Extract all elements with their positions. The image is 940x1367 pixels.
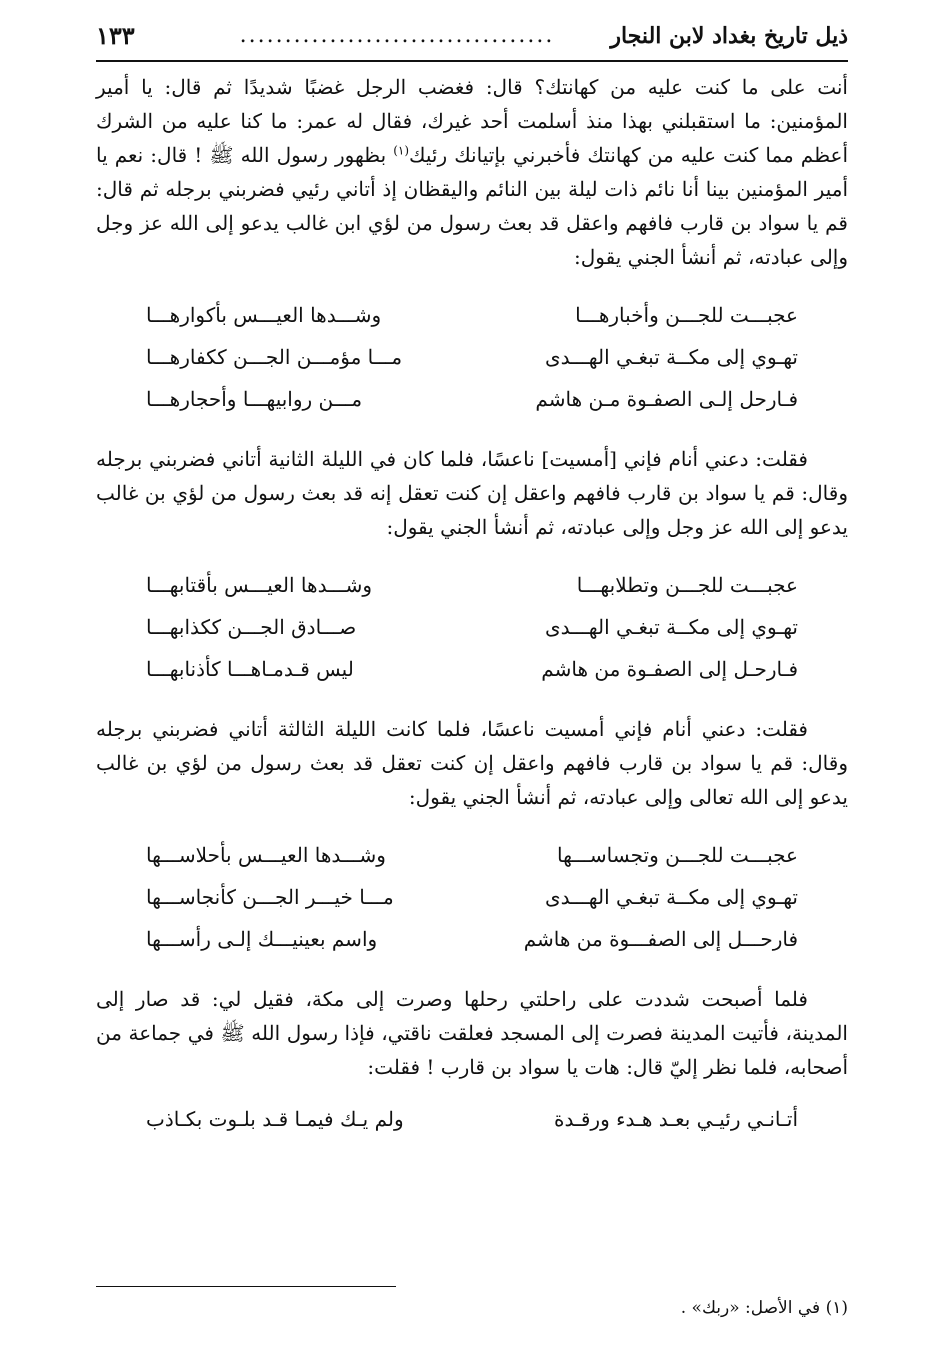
verse-first-hemistich: عجبـــت للجـــن وتجساســـها bbox=[557, 843, 798, 867]
verse-first-hemistich: أتـانـي رئيـي بعـد هـدء ورقـدة bbox=[554, 1107, 798, 1131]
verse-second-hemistich: مـــا مؤمـــن الجـــن ككفارهـــا bbox=[146, 345, 403, 369]
poem-3 bbox=[96, 834, 848, 960]
verse-line bbox=[96, 564, 848, 606]
footnote-divider bbox=[96, 1286, 396, 1287]
paragraph-1-text-a: أنت على ما كنت عليه من كهانتك؟ قال: فغضب الرجل غضبًا شديدًا ثم قال: يا أمير المؤمنين: ما استقبلني بهذا منذ أسلمت أحد غيرك، فقال له عمر: ما كنا عليه من الشرك أعظم مما كنت عليه من كهانتك فأخبرني بإتيانك رئيك bbox=[96, 75, 848, 167]
verse-line bbox=[96, 918, 848, 960]
page-number: ١٣٣ bbox=[96, 21, 135, 50]
verse-first-hemistich: فارحـــل إلى الصفـــوة من هاشم bbox=[523, 927, 798, 951]
paragraph-1 bbox=[96, 70, 848, 274]
paragraph-1-text-b: بظهور رسول الله ﷺ ! قال: نعم يا أمير المؤمنين بينا أنا نائم ذات ليلة بين النائم واليقظان إذ أتاني رئيي فضربني برجله ثم قال: قم يا سواد بن قارب فافهم واعقل قد بعث رسول من لؤي ابن غالب يدعو إلى الله عز وجل وإلى عبادته، ثم أنشأ الجني يقول: bbox=[96, 143, 848, 269]
verse-line bbox=[96, 606, 848, 648]
verse-first-hemistich: فـارحل إلـى الصفـوة مـن هاشم bbox=[535, 387, 798, 411]
verse-first-hemistich: تهـوي إلى مكــة تبغـي الهـــدى bbox=[545, 345, 798, 369]
poem-1 bbox=[96, 294, 848, 420]
verse-second-hemistich: وشـــدها العيـــس بأقتابهـــا bbox=[146, 573, 373, 597]
footnote-reference: (١) bbox=[393, 143, 410, 158]
verse-second-hemistich: مـــا خيـــر الجـــن كأنجاســـها bbox=[146, 885, 394, 909]
verse-second-hemistich: ولم يـك فيمـا قـد بلـوت بكـاذب bbox=[146, 1107, 404, 1131]
verse-first-hemistich: عجبـــت للجـــن وتطلابهـــا bbox=[576, 573, 798, 597]
verse-second-hemistich: وشـــدها العيـــس بأحلاســـها bbox=[146, 843, 386, 867]
verse-line bbox=[96, 294, 848, 336]
verse-first-hemistich: تهـوي إلى مكــة تبغـي الهـــدى bbox=[545, 615, 798, 639]
verse-second-hemistich: صـــادق الجـــن ككذابهـــا bbox=[146, 615, 357, 639]
verse-line bbox=[96, 876, 848, 918]
dot-leader: ................................... bbox=[239, 23, 555, 48]
verse-line bbox=[96, 648, 848, 690]
paragraph-3: فقلت: دعني أنام فإني أمسيت ناعسًا، فلما كانت الليلة الثالثة أتاني فضربني برجله وقال: قم يا سواد بن قارب فافهم واعقل إن كنت تعقل قد بعث رسول من لؤي بن غالب يدعو إلى الله تعالى وإلى عبادته، ثم أنشأ الجني يقول: bbox=[96, 717, 848, 809]
footnote: (١) في الأصل: «ربك» . bbox=[680, 1298, 848, 1318]
poem-2 bbox=[96, 564, 848, 690]
verse-second-hemistich: مـــن روابيهـــا وأحجارهـــا bbox=[146, 387, 363, 411]
poem-4 bbox=[96, 1098, 848, 1140]
verse-line bbox=[96, 378, 848, 420]
verse-line bbox=[96, 834, 848, 876]
book-title: ذيل تاريخ بغداد لابن النجار bbox=[610, 23, 848, 49]
verse-second-hemistich: وشـــدها العيـــس بأكوارهـــا bbox=[146, 303, 382, 327]
book-page bbox=[96, 14, 848, 1354]
verse-first-hemistich: تهـوي إلى مكــة تبغـي الهـــدى bbox=[545, 885, 798, 909]
running-header bbox=[96, 14, 848, 62]
verse-first-hemistich: فـارحـل إلى الصفـوة من هاشم bbox=[541, 657, 798, 681]
paragraph-2: فقلت: دعني أنام فإني [أمسيت] ناعسًا، فلما كان في الليلة الثانية أتاني فضربني برجله وقال: قم يا سواد بن قارب فافهم واعقل إن كنت تعقل إنه قد بعث رسول من لؤي بن غالب يدعو إلى الله عز وجل وإلى عبادته، ثم أنشأ الجني يقول: bbox=[96, 447, 848, 539]
verse-line bbox=[96, 1098, 848, 1140]
verse-first-hemistich: عجبـــت للجـــن وأخبارهـــا bbox=[575, 303, 798, 327]
verse-second-hemistich: ليس قـدمـاهـــا كأذنابهـــا bbox=[146, 657, 354, 681]
verse-line bbox=[96, 336, 848, 378]
paragraph-4: فلما أصبحت شددت على راحلتي رحلها وصرت إلى مكة، فقيل لي: قد صار إلى المدينة، فأتيت المدينة فصرت إلى المسجد فعلقت ناقتي، فإذا رسول الله ﷺ في جماعة من أصحابه، فلما نظر إليّ قال: هات يا سواد بن قارب ! فقلت: bbox=[96, 987, 848, 1079]
verse-second-hemistich: واسم بعينيـــك إلـى رأســـها bbox=[146, 927, 378, 951]
